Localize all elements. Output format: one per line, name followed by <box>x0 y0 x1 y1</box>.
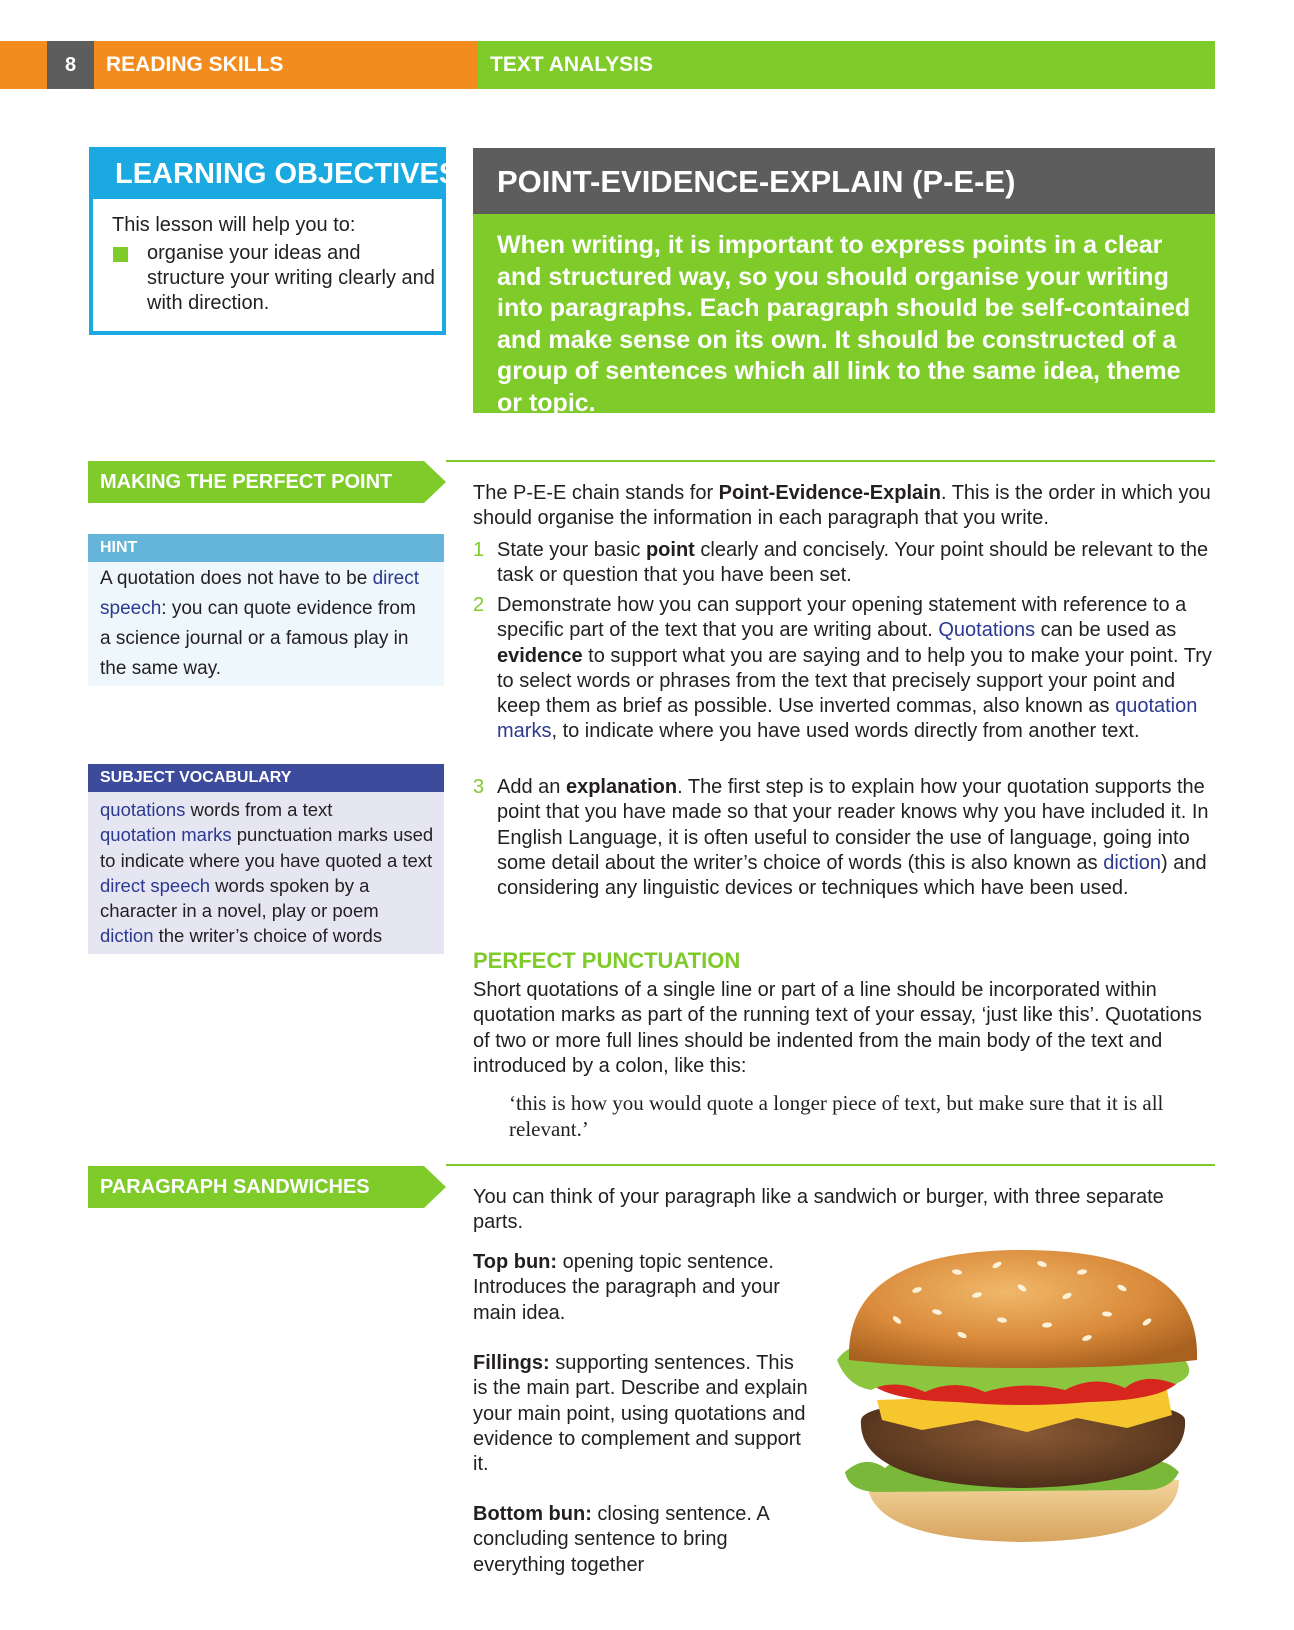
term-link: quotation marks <box>497 695 1198 743</box>
section-title: READING SKILLS <box>106 53 284 76</box>
vocab-label: SUBJECT VOCABULARY <box>100 769 292 786</box>
term-link: Quotations <box>938 619 1036 642</box>
vocab-item: quotations words from a text <box>100 799 333 820</box>
block-quote: ‘this is how you would quote a longer piece of text, but make sure that it is all relevant.’ <box>509 1091 1164 1141</box>
hint-header <box>88 534 444 562</box>
section-rule <box>446 1164 1215 1166</box>
section-rule <box>446 460 1215 462</box>
punctuation-text: Short quotations of a single line or part of a line should be incorporated within quotation marks as part of the running text of your essay, ‘just like this’. Quotations of two or more full lines should be indented from the main body of the text and introduced by a colon, like this: <box>473 979 1202 1077</box>
perfect-punctuation-title: PERFECT PUNCTUATION <box>473 948 741 973</box>
square-bullet-icon <box>113 247 128 262</box>
burger-image <box>827 1250 1219 1550</box>
sandwich-part: Fillings: supporting sentences. This is the main part. Describe and explain your main point, using quotations and evidence to complement and support it. <box>473 1352 808 1476</box>
vocab-item: direct speech words spoken by a character in a novel, play or poem <box>100 874 379 922</box>
hint-label: HINT <box>100 539 138 556</box>
pee-title: POINT-EVIDENCE-EXPLAIN (P-E-E) <box>497 164 1016 199</box>
pee-chain-intro: The P-E-E chain stands for Point-Evidence-Explain. This is the order in which you should organise the information in each paragraph that you write. <box>473 482 1211 530</box>
hint-text: A quotation does not have to be direct speech: you can quote evidence from a science journal or a famous play in the same way. <box>100 568 420 679</box>
hint-term: direct speech <box>100 568 420 619</box>
term-link: diction <box>1103 851 1162 874</box>
step-number: 3 <box>473 776 485 798</box>
learning-objectives-title: LEARNING OBJECTIVES <box>115 158 459 190</box>
section-title-sandwiches: PARAGRAPH SANDWICHES <box>100 1176 370 1198</box>
sandwich-intro: You can think of your paragraph like a sandwich or burger, with three separate parts. <box>473 1186 1164 1234</box>
section-title-perfect-point: MAKING THE PERFECT POINT <box>100 471 393 493</box>
topic-title: TEXT ANALYSIS <box>490 53 653 76</box>
pee-intro-text: When writing, it is important to express points in a clear and structured way, so you should organise your writing into paragraphs. Each paragraph should be self-contained and make sense on its own. It should be constructed of a group of sentences which all link to the same idea, theme or topic. <box>497 231 1191 417</box>
sandwich-part: Bottom bun: closing sentence. A concluding sentence to bring everything together <box>473 1503 769 1576</box>
vocab-item: quotation marks punctuation marks used to indicate where you have quoted a text <box>100 824 434 871</box>
step-number: 1 <box>473 539 485 561</box>
sandwich-part: Top bun: opening topic sentence. Introduces the paragraph and your main idea. <box>473 1251 780 1324</box>
vocab-item: diction the writer’s choice of words <box>100 925 383 947</box>
learning-objective-item: organise your ideas and structure your writing clearly and with direction. <box>147 242 435 314</box>
step-number: 2 <box>473 594 485 616</box>
page-number: 8 <box>47 41 94 89</box>
vocab-list <box>100 797 440 949</box>
step-text: Demonstrate how you can support your opening statement with reference to a specific part of the text that you are writing about. Quotations can be used as evidence to support what you are saying and to help you to make your point. Try to select words or phrases from the text that precisely support your point and keep them as brief as possible. Use inverted commas, also known as quotation marks, to indicate where you have used words directly from another text. <box>497 594 1212 743</box>
learning-objectives-intro: This lesson will help you to: <box>112 214 356 236</box>
step-text: Add an explanation. The first step is to explain how your quotation supports the point that you have made so that your reader knows why you have included it. In English Language, it is often useful to consider the use of language, going into some detail about the writer’s choice of words (this is also known as diction) and considering any linguistic devices or techniques which have been used. <box>497 776 1209 900</box>
step-text: State your basic point clearly and concisely. Your point should be relevant to the task or question that you have been set. <box>497 539 1209 587</box>
